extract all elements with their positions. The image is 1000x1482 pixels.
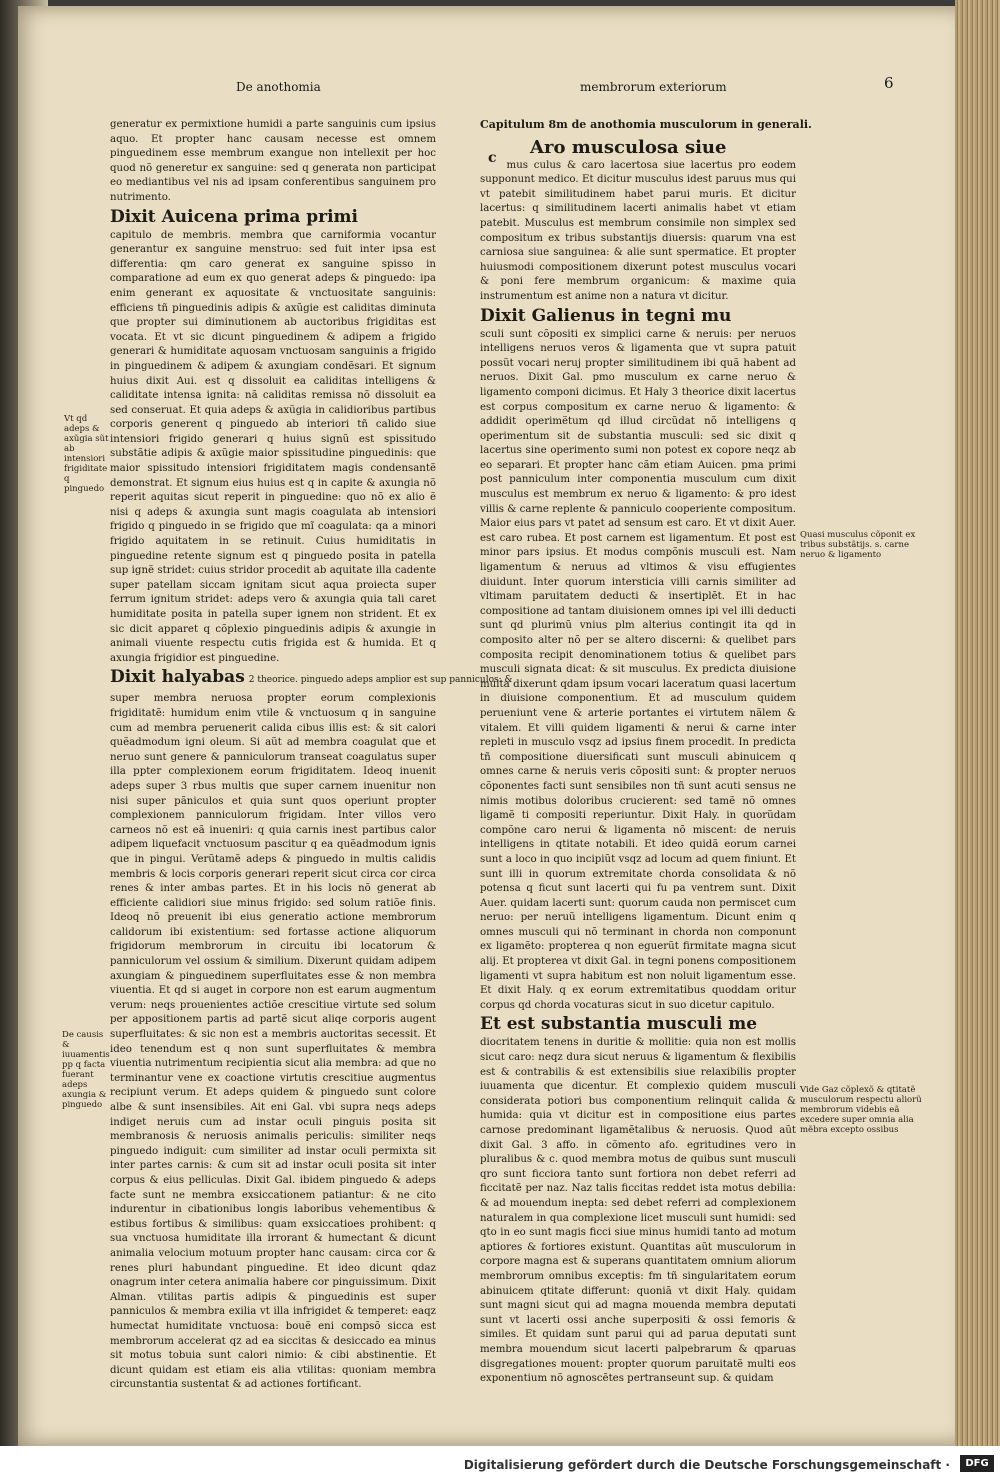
- chapter-opening-words: Aro musculosa siue: [530, 136, 727, 158]
- heading-suffix: 2 theorice. pinguedo adeps amplior est sup panniculos: &: [248, 675, 513, 686]
- margin-note-left-2: De causis & iuuamentis pp q facta fuerant adeps axungia & pinguedo: [62, 1030, 110, 1110]
- body-paragraph: mus culus & caro lacertosa siue lacertus pro eodem supponunt medico. Et dicitur musculus idest paruus mus qui vt patebit similitudinem habet parui muris. Et dicitur lacertus: q similitudinem lacerti animalis habet vt etiam patebit. Musculus est membrum consimile non simplex sed compositum ex tribus substantijs diuersis: quarum vna est carniosa siue sanguinea: & alie sunt spermatice. Et propter huiusmodi compositionem dixerunt potest musculus vocari & poni fere membrum organicum: & maxime quia instrumentum est anime non a natura vt dicitur.: [480, 159, 796, 302]
- margin-note-right-1: Quasi musculus cõponit ex tribus substãtijs. s. carne neruo & ligamento: [800, 530, 916, 560]
- body-paragraph: super membra neruosa propter eorum complexionis frigiditatẽ: humidum enim vtile & vnctuosum q in sanguine cum ad membra peruenerit calida cibus illis est: & sit calori quẽadmodum igni oleum. Si aũt ad membra coagulat que et neruo sunt genere & panniculorum transeat coagulatus super illa ppter complexionem eorum frigiditatem. Ideoq inuenit adeps super 3 rbus multis que super carnem inuenitur non nisi super pãniculos et quia sunt quos operiunt propter complexionem panniculorum frigidam. Inter villos vero carneos nõ est eã inueniri: q quia carnis inest partibus calor adipem liquefacit vnctuosum pascitur q ea quẽadmodum ignis que in pingui. Verũtamẽ adeps & pinguedo in multis calidis membris & locis corporis generari reperit sicut circa cor circa renes & inter ambas partes. Et in his locis nõ generat ab efficiente calidiori siue minus frigido: sed solum ratiõe finis. Ideoq nõ preuenit ibi eius generatio actione membrorum calidorum ibi existentium: sed fortasse actione aliquorum frigidorum membrorum in circuitu ibi locatorum & panniculorum vel ossium & similium. Dixerunt quidam adipem axungiam & pinguedinem superfluitates esse & non membra viuentia. Et qd si auget in corpore non est earum augmentum verum: neqs prouenientes actiõe crescitiue virtute sed solum per appositionem partis ad partẽ sicut aliqe corporis augent superfluitates: & sic non est a membris auctoritas secessit. Et ideo tenendum est q non sunt superfluitates & membra viuentia nutrimentum recipientia sicut alia membra: ad que no terminantur vene ex coactione virtutis crescitiue augmentus recipiunt verum. Et adeps quidem & pinguedo sunt colore albe & sunt insensibiles. Ait eni Gal. vbi supra neqs adeps indiget neruis cum ad instar oculi pinguis posita sit membranosis & neruosis animalis periculis: similiter neqs pinguedo indiguit: cum similiter ad instar oculi permixta sit inter partes carnis: & cum sit ad instar oculi posita sit inter corpus & eius pelliculas. Dixit Gal. ibidem pinguedo & adeps facte sunt ne membra exsiccationem patiantur: & ne cito indurentur in cibationibus longis laboribus vehementibus & estibus fortibus & similibus: quam exsiccatioes prohibent: q sua vnctuosa humiditate illa irrorant & humectant & dicunt animalia velocium motuum propter hanc causam: circa cor & renes pluri habundant pinguedine. Et ideo dicunt qdaz onagrum inter cetera animalia habere cor pinguissimum. Dixit Alman. vtilitas partis adipis & pinguedinis est super panniculos & membra exilia vt illa infrigidet & temperet: eaqz humectat humiditate vnctuosa: bouẽ eni compsõ sicca est membrorum accelerat qz ad ea siccitas & desiccado ea minus sit motus tobuia sunt calori nimio: & cibi abstinentie. Et dicunt quidam est etiam eis alia vtilitas: quoniam membra circunstantia sustentat & ad actiones fortificant.: [110, 693, 436, 1391]
- section-heading-text: Dixit halyabas: [110, 667, 245, 688]
- section-heading: [480, 1014, 796, 1035]
- page-block-edge: [955, 0, 1000, 1446]
- body-paragraph: generatur ex permixtione humidi a parte sanguinis cum ipsius aquo. Et propter hanc causam necesse est omnem pinguedinem esse membrum exangue non intellexit per hoc quod nõ generetur ex sanguine: sed q generata non participat eo mediantibus vel nis ad ipsam conferentibus sanguinem pro nutrimento.: [110, 119, 436, 203]
- right-text-column: [480, 118, 812, 1385]
- section-heading: [110, 207, 436, 228]
- section-heading-text: Dixit Auicena prima primi: [110, 206, 359, 227]
- running-head-left: De anothomia: [236, 80, 321, 94]
- left-text-column: [110, 118, 513, 1391]
- body-paragraph: diocritatem tenens in duritie & mollitie: quia non est mollis sicut caro: neqz dura sicut neruus & ligamentum & flexibilis est & contrabilis & est extensibilis siue relaxibilis propter iuuamenta que dicentur. Et complexio quidem musculi considerata potiori bus componentium relinquit calida & humida: quia vt dicitur est in compositione eius partes carnose predominant ligamẽtalibus & neruosis. Quod aũt dixit Gal. 3 affo. in cõmento afo. egritudines vero in pluralibus & c. quod membra motus de quibus sunt musculi qro sunt ficciora tanto sunt fortiora non debet referri ad ficcitatẽ per naz. Naz talis ficcitas reddet ista motus debilia: & ad mouendum inepta: sed debet referri ad complexionem naturalem in qua complexione licet musculi sunt humidi: sed qto in eo sunt magis ficci siue minus humidi tanto ad motum aptiores & fortiores existunt. Quantitas aũt musculorum in corpore magna est & superans quantitatem omnium aliorum membrorum omnibus exceptis: fm tñ singularitatem eorum abinuicem qtitate differunt: quoniã vt dixit Haly. quidam sunt magni sicut qui ad magna mouenda membra deputati sunt vt lacerti ossi anche superpositi & ossi femoris & similes. Et quidam sunt parui qui ad parua deputati sunt membra mouendum sicut lacerti palpebrarum & qparuas disgregationes mouent: propter quorum paruitatẽ multi eos exponentium nõ agnoscẽtes pertranseunt sup. & quidam: [480, 1037, 796, 1385]
- guide-letter: c: [488, 149, 497, 166]
- section-heading: [110, 667, 513, 691]
- section-heading: [480, 306, 796, 327]
- chapter-title: Capitulum 8m de anothomia musculorum in generali.: [480, 118, 812, 131]
- margin-note-left-1: Vt qd adeps & axũgia sũt ab intensiori frigiditate q pinguedo: [64, 414, 109, 494]
- folio-number: 6: [884, 74, 894, 92]
- section-heading-text: Et est substantia musculi me: [480, 1014, 758, 1035]
- footer-credit: Digitalisierung gefördert durch die Deutsche Forschungsgemeinschaft ·: [463, 1458, 950, 1472]
- section-heading-text: Dixit Galienus in tegni mu: [480, 305, 732, 326]
- body-paragraph: sculi sunt cõpositi ex simplici carne & neruis: per neruos intelligens neruos veros & ligamenta que vt supra patuit possũt vocari neruj propter similitudinem ibi quã habent ad neruos. Dixit Gal. pmo musculum ex carne neruo & ligamento componi dicimus. Et Haly 3 theorice dixit lacertus est corpus compositum ex carne neruo & ligamento: & addidit operimẽtum qd illud circũdat nõ intelligens q operimentum sit de substantia musculi: sed sic dixit q lacertus sine operimento sumi non potest ex copore neqz ab eo separari. Et propter hanc cãm etiam Auicen. pma primi post panniculum inter componentia musculum cum dixit musculus est membrum ex neruo & ligamento: & pro idest villis & carne replente & panniculo cooperiente compositum. Maior eius pars vt patet ad sensum est caro. Et vt dixit Auer. est caro rubea. Et post carnem est ligamentum. Et post est minor pars ipsius. Et modus compõnis musculi est. Nam ligamentum & neruus ad vltimos & visu effugientes diuidunt. Inter quorum intersticia villi carnis similiter ad vltimam paruitatem deducti & insertiplẽt. Et in hac compositione ad tantam diuisionem omnes ipi vel illi deducti sunt qd plurimũ vnius plm alterius contingit ita qd in composito alter nõ per se altero discerni: & quelibet pars composita recipit denominationem totius & quelibet pars musculi signata dicat: & sit musculus. Ex predicta diuisione multa dixerunt qdam ipsum vocari laceratum quasi lacertum in diuisione componentium. Et ad musculum quidem perueniunt vene & arterie portantes ei virtutem nãlem & vitalem. Et villi quidem ligamenti & nerui & carne inter repleti in musculo vsqz ad ipsius finem procedit. In predicta tñ compositione diuersificati sunt musculi abinuicem q omnes carne & neruis veris cõpositi sunt: & propter neruos cõponentes facti sunt sensibiles non tñ sunt acuti sensus ne nimis motibus doloribus crucierent: sed tamẽ nõ omnes ligamẽ ti compositi reperiuntur. Dixit Haly. in quorũdam compõne caro nerui & ligamenta nõ miscent: de neruis intelligens in qtitate notabili. Et ideo quidã eorum carnei sunt a loco in quo incipiũt vsqz ad locum ad quem finiunt. Et sunt illi in quorum extremitate chorda consolidata & nõ potensa q ficut sunt lacerti qui fu pa ventrem sunt. Dixit Auer. quidam lacerti sunt: quorum cauda non permiscet cum neruo: per neruũ intelligens ligamentum. Dicunt enim q omnes musculi qui nõ terminant in chorda non componunt ex ligamẽto: propterea q non eguerũt firmitate magna sicut alij. Et propterea vt dixit Gal. in tegni ponens compositionem ligamenti vt supra habitum est non noluit ligamentum esse. Et dixit Haly. q ex eorum extremitatibus quoddam oritur corpus qd chorda vocaturas sicut in suo dicetur capitulo.: [480, 328, 796, 1011]
- dfg-logo: DFG: [960, 1455, 994, 1472]
- margin-note-right-2: Vide Gaz cõplexõ & qtitatẽ musculorum respectu aliorũ membrorum videbis eã excedere super omnia alia mẽbra excepto ossibus: [800, 1085, 922, 1135]
- running-head-center: membrorum exteriorum: [580, 80, 727, 94]
- body-paragraph: capitulo de membris. membra que carniformia vocantur generantur ex sanguine menstruo: sed fuit inter ipsa est differentia: qm caro generat ex sanguine spisso in comparatione ad eum ex quo generat adeps & pinguedo: ipa enim generant ex aquositate & vnctuositate sanguinis: efficiens tñ pinguedinis adipis & axũgie est caliditas diminuta que propter sui diminutionem ab auctoribus frigiditas est vocata. Et vt sic dicunt pinguedinem & adipem a frigido generari & humiditate aquosam vnctuosam sanguinis a frigido in pinguedinem & adipem & axungiam condẽsari. Et signum huius dixit Aui. est q dissoluit ea caliditas intelligens & caliditate intensa ignita: nã caliditas remissa nõ dissoluit ea sed conseruat. Et quia adeps & axũgia in calidioribus partibus corporis generent q pinguedo ab interiori tñ calido siue intensiori frigido generari q huius signũ est spissitudo substãtie adipis & axũgie maior spissitudine pinguedinis: que maior spissitudo intensiori frigiditatem magis condensantẽ demonstrat. Et signum eius huius est q in capite & axungia nõ reperit aquitas sicut reperit in pinguedine: quo nõ ex alio ẽ nisi q adeps & axungia sunt magis coagulata ab intensiori frigido q pinguedo in se frigido que mĩ coagulata: qa a minori frigido aquitatem in se retinuit. Cuius humiditatis in pinguedine retente signum est q pinguedo posita in patella sup ignẽ stridet: cuius stridor procedit ab aquitate illa cadente super patellam siccam ignitam sicut aqua proiecta super ferrum ignitum stridet: adeps vero & axungia quia tali caret humiditate posita in patella super ignem non strident. Et ex sic dicit apparet q cõplexio pinguedinis adipis & axungie in animali viuente respectu cutis frigida est & humida. Et q axungia frigidior est pinguedine.: [110, 229, 436, 664]
